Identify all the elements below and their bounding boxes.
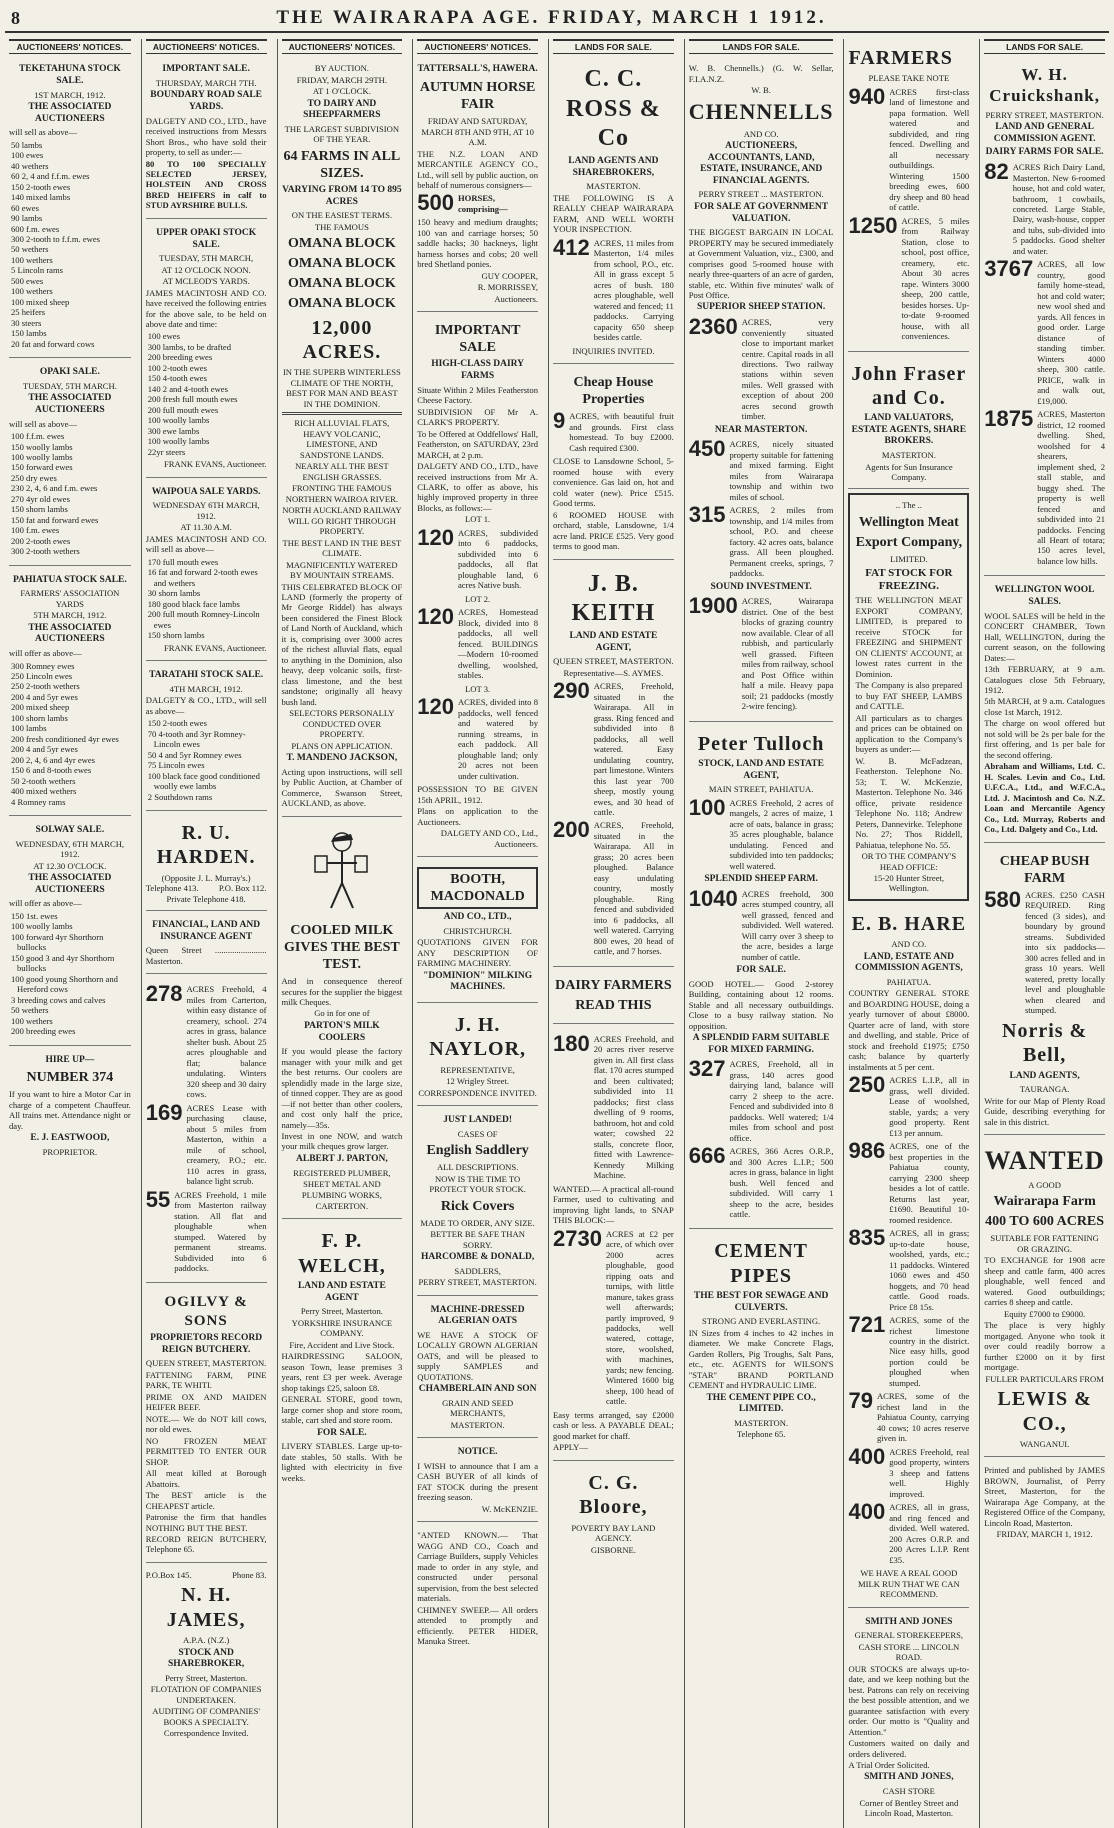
- ad-solway-sale: SOLWAY SALE. WEDNESDAY, 6TH MARCH, 1912. AT 12.30 O'CLOCK. THE ASSOCIATED AUCTIONEERS will offer as above— 150 1st. ewes 100 woolly lambs 100 forward 4yr Shorthorn bullocks 150 good 3 and 4yr Shorthorn bullocks 100 good young Shorthorn and Hereford cows 3 breeding cows and calves 50 wethers 100 wethers 200 breeding ewes: [9, 819, 131, 1045]
- ad-f-p-welch: F. P. WELCH, LAND AND ESTATE AGENT Perry Street, Masterton. YORKSHIRE INSURANCE COMPANY. Fire, Accident and Live Stock. HAIRDRESSING SALOON, season Town, lease premises 3 years, rent £3 per week. Average shop takings £25, saloon £8. GENERAL STORE, good town, large corner shop and store room, stable, cart shed and store room. FOR SALE. LIVERY STABLES. Large up-to-date stables, 50 stalls. With be lighted with electricity in five weeks.: [281, 1230, 403, 1483]
- list-item: 200 full mouth Romney-Lincoln ewes: [147, 609, 260, 630]
- list-item: 400 mixed wethers: [11, 786, 77, 797]
- ad-w-b-chennells: W. B. Chennells.) (G. W. Sellar, F.I.A.N.Z. W. B. CHENNELLS AND CO. AUCTIONEERS, ACCOUNTANTS, LAND, ESTATE, INSURANCE, AND FINANCIAL AGENTS. PERRY STREET ... MASTERTON. FOR SALE AT GOVERNMENT VALUATION. THE BIGGEST BARGAIN IN LOCAL PROPERTY may be secured immediately at Government Valuation, viz., £300, and comprises good 5-roomed house with nearly three-quarters of an acre of garden, stable, etc. Within five minutes' walk of Post Office. SUPERIOR SHEEP STATION. 2360 ACRES, very conveniently situated close to important market centre. Capital roads in all directions. Two railway stations within seven miles. Well grassed with exception of about 200 acres second growth timber. NEAR MASTERTON. 450 ACRES, nicely situated property suitable for fattening and mixed farming. Eight miles from Wairarapa township and within two miles of school. 315 ACRES, 2 miles from township, and 1/4 miles from school, P.O. and cheese factory. 42 acres oats, balance grass. All been ploughed. Permanent creeks, springs, 7 paddocks. SOUND INVESTMENT. 1900 ACRES, Wairarapa district. One of the best blocks of grazing country now available. Clear of all rubbish, and particularly well grassed. Fifteen miles from railway, school and Post Office within half a mile. Heavy papa soil; 21 paddocks (mostly 2-wire fencing).: [689, 58, 834, 721]
- ad-english-saddlery: JUST LANDED! CASES OF English Saddlery ALL DESCRIPTIONS. NOW IS THE TIME TO PROTECT YOUR STOCK. Rick Covers MADE TO ORDER, ANY SIZE. BETTER BE SAFE THAN SORRY. HARCOMBE & DONALD, SADDLERS, PERRY STREET, MASTERTON.: [417, 1109, 538, 1296]
- stock-list: [146, 331, 267, 457]
- list-item: 300 2-tooth wethers: [11, 546, 80, 557]
- list-item: 200 breeding ewes: [11, 1026, 76, 1037]
- list-item: 150 2-tooth ewes: [147, 718, 207, 729]
- list-item: 30 steers: [11, 317, 42, 328]
- ad-john-fraser: John Fraser and Co. LAND VALUATORS, ESTATE AGENTS, SHARE BROKERS. MASTERTON. Agents for Sun Insurance Company.: [848, 355, 969, 490]
- list-item: 100 2-tooth ewes: [147, 362, 207, 373]
- ad-poverty-bay-farms: 180 ACRES Freehold, and 20 acres river reserve given in. All first class flat. 170 acres stumped and been cultivated; subdivided into 11 paddocks; first class dwelling of 9 rooms, bathroom, hot and cold water; cowshed 22 stalls, concrete floor, fitted with Lawrence-Kennedy Milking Machine. WANTED.— A practical all-round Farmer, used to cultivating and improving light lands, to SNAP THIS BLOCK:— 2730 ACRES at £2 per acre, of which over 2000 acres ploughable, good ripping oats and turnips, with little manure, takes grass well afterwards; partly improved, 9 paddocks, well watered, cottage, store, woolshed, with machines, yards; new fencing. Wintered 1600 big sheep, 100 head of cattle. Easy terms arranged, say £2000 cash or less. A PAYABLE DEAL; good market for chaff. APPLY—: [553, 1027, 674, 1461]
- list-item: 200 4 and 5yr ewes: [11, 691, 78, 702]
- list-item: 3 breeding cows and calves: [11, 994, 106, 1005]
- ad-financial-agent: FINANCIAL, LAND AND INSURANCE AGENT Queen Street ........................ Masterton.: [146, 914, 267, 974]
- list-item: 140 mixed lambs: [11, 192, 71, 203]
- list-item: 300 Romney ewes: [11, 660, 75, 671]
- list-item: 100 black face good conditioned woolly ewe lambs: [147, 770, 260, 792]
- list-item: 300 2-tooth to f.f.m. ewes: [11, 234, 101, 244]
- ad-booth-macdonald: BOOTH, MACDONALD AND CO., LTD., CHRISTCHURCH. QUOTATIONS GIVEN FOR ANY DESCRIPTION OF FARMING MACHINERY. "DOMINION" MILKING MACHINES.: [417, 860, 538, 1003]
- section-header: AUCTIONEERS' NOTICES.: [9, 39, 131, 54]
- page-number: 8: [11, 7, 20, 28]
- ad-taratahi-stock-sale: TARATAHI STOCK SALE. 4TH MARCH, 1912. DALGETY & CO., LTD., will sell as above— 150 2-tooth ewes 70 4-tooth and 3yr Romney-Lincoln ewes 50 4 and 5yr Romney ewes 75 Lincoln ewes 100 black face good conditioned woolly ewe lambs 2 Southdown rams: [146, 664, 267, 811]
- ad-teketahuna-stock-sale: TEKETAHUNA STOCK SALE. 1ST MARCH, 1912. THE ASSOCIATED AUCTIONEERS will sell as above— 50 lambs 100 ewes 40 wethers 60 2, 4 and f.f.m. ewes 150 2-tooth ewes 140 mixed lambs 60 ewes 90 lambs 600 f.m. ewes 300 2-tooth to f.f.m. ewes 50 wethers 100 wethers 5 Lincoln rams 500 ewes 100 wethers 100 mixed sheep 25 heifers 30 steers 150 lambs 20 fat and forward cows: [9, 58, 131, 358]
- ad-smith-and-jones: SMITH AND JONES GENERAL STOREKEEPERS, CASH STORE ... LINCOLN ROAD. OUR STOCKS are always up-to-date, and we keep nothing but the best. Patrons can rely on receiving the best possible attention, and we guarantee satisfaction with every order. Our motto is "Quality and Attention." Customers waited on daily and orders delivered. A Trial Order Solicited. SMITH AND JONES, CASH STORE Corner of Bentley Street and Lincoln Road, Masterton.: [848, 1616, 970, 1819]
- stock-list: [9, 140, 131, 350]
- column-6: [684, 39, 838, 1828]
- list-item: 250 Lincoln ewes: [11, 671, 73, 681]
- ad-wanted-wairarapa-farm: WANTED A GOOD Wairarapa Farm 400 TO 600 ACRES SUITABLE FOR FATTENING OR GRAZING. TO EXCHANGE for 1908 acre sheep and cattle farm, 400 acres ploughable, well fenced and watered. Good outbuildings; carries 8 sheep and cattle. Equity £7000 to £9000. The place is very highly mortgaged. Anyone who took it over could readily borrow a further £2000 on it by first mortgage. FULLER PARTICULARS FROM LEWIS & CO., WANGANUI.: [984, 1138, 1105, 1457]
- list-item: 60 2, 4 and f.f.m. ewes: [11, 171, 90, 182]
- columns: [5, 39, 1109, 1819]
- list-item: 170 full mouth ewes: [147, 556, 219, 567]
- list-item: 50 wethers: [11, 244, 49, 255]
- ad-upper-opaki-stock-sale: UPPER OPAKI STOCK SALE. TUESDAY, 5TH MARCH, AT 12 O'CLOCK NOON. AT MCLEOD'S YARDS. JAMES MACINTOSH AND CO. have received the following entries for the above sale, to be held on above date and time: 100 ewes 300 lambs, to be drafted 200 breeding ewes 100 2-tooth ewes 150 4-tooth ewes 140 2 and 4-tooth ewes 200 fresh full mouth ewes 200 full mouth ewes 100 woolly lambs 300 ewe lambs 100 woolly lambs 22yr steers FRANK EVANS, Auctioneer.: [146, 222, 267, 478]
- ad-parton-milk-coolers: COOLED MILK GIVES THE BEST TEST. And in consequence thereof secures for the supplier the biggest milk Cheques. Go in for one of PARTON'S MILK COOLERS If you would please the factory manager with your milk and get the best returns. Our coolers are splendidly made in the large size, of tinned copper. They are as good—if not better than other coolers, and cost only half the price, namely—35s. Invest in one NOW, and watch your milk cheques grow larger. ALBERT J. PARTON, REGISTERED PLUMBER, SHEET METAL AND PLUMBING WORKS, CARTERTON.: [282, 820, 403, 1220]
- ad-peter-tulloch: Peter Tulloch STOCK, LAND AND ESTATE AGENT, MAIN STREET, PAHIATUA. 100 ACRES Freehold, 2 acres of mangels, 2 acres of maize, 1 acre of oats, balance in grass; 35 acres ploughable, balance undulating. Fenced and subdivided into ten paddocks; well watered. SPLENDID SHEEP FARM. 1040 ACRES freehold, 300 acres stumped country, all well grassed, fenced and subdivided. Well watered. Will carry over 3 sheep to the acre, besides a large number of cattle. FOR SALE. GOOD HOTEL.— Good 2-storey Building, containing about 12 rooms. Stable and all necessary outbuildings. Close to a busy railway station. No opposition. A SPLENDID FARM SUITABLE FOR MIXED FARMING. 327 ACRES, Freehold, all in grass, 140 acres good dairying land, balance will carry 2 sheep to the acre. Fenced and subdivided into 8 paddocks. Well watered; 1/4 miles from school and post office. 666 ACRES, 366 Acres O.R.P., and 300 Acres L.I.P.; 500 acres in grass, balance in light bush. Well fenced and subdivided. Will carry 1 sheep to the acre, besides cattle.: [689, 725, 834, 1230]
- ad-dairy-farmers-read-this: DAIRY FARMERS READ THIS: [553, 970, 674, 1024]
- list-item: 100 woolly lambs: [147, 436, 210, 447]
- list-item: 150 fat and forward ewes: [11, 514, 99, 525]
- list-item: 300 ewe lambs: [147, 425, 200, 436]
- list-item: 50 wethers: [11, 1005, 49, 1016]
- list-item: 600 f.m. ewes: [11, 223, 60, 234]
- ad-algerian-oats: MACHINE-DRESSED ALGERIAN OATS WE HAVE A STOCK OF LOCALLY GROWN ALGERIAN OATS, and will be pleased to supply SAMPLES and QUOTATIONS. CHAMBERLAIN AND SON GRAIN AND SEED MERCHANTS, MASTERTON.: [417, 1299, 538, 1439]
- section-header: AUCTIONEERS' NOTICES.: [146, 39, 267, 54]
- stock-list: [146, 557, 267, 641]
- omana-block-line: OMANA BLOCK: [288, 236, 396, 252]
- list-item: 200 4 and 5yr ewes: [11, 744, 78, 755]
- list-item: 150 forward ewes: [11, 462, 73, 473]
- list-item: 100 f.m. ewes: [11, 525, 60, 536]
- stock-list: [146, 718, 267, 802]
- list-item: 100 f.f.m. ewes: [11, 431, 65, 442]
- list-item: 100 ewes: [147, 331, 180, 342]
- list-item: 250 2-tooth wethers: [11, 681, 80, 692]
- section-header: LANDS FOR SALE.: [553, 39, 674, 54]
- milkmaid-illustration-icon: [282, 828, 403, 918]
- list-item: 100 mixed sheep: [11, 296, 70, 307]
- list-item: 100 good young Shorthorn and Hereford cows: [11, 973, 118, 995]
- column-7: [843, 39, 973, 1828]
- list-item: 150 2-tooth ewes: [11, 181, 71, 192]
- list-item: 50 2-tooth wethers: [11, 775, 76, 786]
- ad-n-h-james: P.O.Box 145. Phone 83. N. H. JAMES, A.P.A. (N.Z.) STOCK AND SHAREBROKER, Perry Street, Masterton. FLOTATION OF COMPANIES UNDERTAKEN. AUDITING OF COMPANIES' BOOKS A SPECIALTY. Correspondence Invited.: [145, 1569, 267, 1739]
- list-item: 200 fresh full mouth ewes: [147, 394, 238, 405]
- ad-pahiatua-stock-sale: PAHIATUA STOCK SALE. FARMERS' ASSOCIATION YARDS 5TH MARCH, 1912. THE ASSOCIATED AUCTIONEERS will offer as above— 300 Romney ewes 250 Lincoln ewes 250 2-tooth wethers 200 4 and 5yr ewes 200 mixed sheep 100 shorn lambs 100 lambs 200 fresh conditioned 4yr ewes 200 4 and 5yr ewes 200 2, 4, 6 and 4yr ewes 150 6 and 8-tooth ewes 50 2-tooth wethers 400 mixed wethers 4 Romney rams: [9, 569, 131, 816]
- column-2: [141, 39, 271, 1828]
- omana-block-line: OMANA BLOCK: [288, 276, 396, 292]
- list-item: 200 2-tooth ewes: [11, 535, 71, 546]
- list-item: 40 wethers: [11, 160, 49, 171]
- list-item: 2 Southdown rams: [147, 791, 213, 802]
- section-header: LANDS FOR SALE.: [689, 39, 834, 54]
- newspaper-page: [5, 5, 1109, 1819]
- ad-farmers-take-note: FARMERS PLEASE TAKE NOTE 940 ACRES first-class land of limestone and papa formation. Well watered and subdivided, and ring fenced. Dwelling and all necessary outbuildings. Wintering 1500 breeding ewes, 600 dry sheep and 80 head of cattle. 1250 ACRES, 5 miles from Railway Station, close to school, post office, creamery, etc. About 30 acres rape. Winters 3000 sheep, 200 cattle, besides horses. Up-to-date 9-roomed house, with all conveniences.: [848, 39, 969, 352]
- list-item: 30 shorn lambs: [147, 588, 201, 599]
- stock-list: [9, 661, 131, 808]
- list-item: 100 woolly lambs: [147, 415, 210, 426]
- list-item: 60 ewes: [11, 202, 39, 213]
- ad-e-b-hare: E. B. HARE AND CO. LAND, ESTATE AND COMMISSION AGENTS, PAHIATUA. COUNTRY GENERAL STORE and BOARDING HOUSE, doing a yearly turnover of about £8000. Quarter acre of land, with store and dwelling, and stable. Price of stock and freehold £1975; £750 cash; balance by quarterly instalments at 5 per cent. 250 ACRES L.I.P., all in grass, well divided. Lease of woolshed, stable, yards; a very good property. Rent £13 per annum. 986 ACRES, one of the best properties in the Pahiatua county, carrying 2300 sheep besides a lot of cattle. Returns last year, £1690. Beautiful 10-roomed residence. 835 ACRES, all in grass; up-to-date house, woolshed, yards, etc.; 11 paddocks. Wintered 1060 ewes and 450 hoggets, and 70 head cattle. Good roads. Price £8 15s. 721 ACRES, some of the richest limestone country in the district. Nice easy hills, good portion could be ploughed when stumped. 79 ACRES, some of the richest land in the Pahiatua County, carrying 40 cows; 10 acres reserve given in. 400 ACRES Freehold, real good property, winters 3 sheep and fattens well. Highly improved. 400 ACRES, all in grass, and ring fenced and divided. Well watered. 200 Acres O.R.P. and 200 Acres L.I.P. Rent £35. WE HAVE A REAL GOOD MILK RUN THAT WE CAN RECOMMEND.: [848, 905, 969, 1608]
- list-item: 500 ewes: [11, 275, 44, 286]
- list-item: 180 good black face lambs: [147, 598, 240, 609]
- list-item: 300 lambs, to be drafted: [147, 341, 232, 352]
- omana-block-line: OMANA BLOCK: [288, 256, 396, 272]
- list-item: 200 fresh conditioned 4yr ewes: [11, 733, 119, 744]
- stock-list: [9, 911, 131, 1037]
- list-item: 100 woolly lambs: [11, 921, 73, 932]
- list-item: 4 Romney rams: [11, 796, 66, 807]
- list-item: 270 4yr old ewes: [11, 493, 70, 504]
- list-item: 150 woolly lambs: [11, 441, 73, 452]
- list-item: 100 forward 4yr Shorthorn bullocks: [11, 931, 104, 953]
- ad-notice: NOTICE. I WISH to announce that I am a CASH BUYER of all kinds of FAT STOCK during the present freezing season. W. McKENZIE.: [417, 1441, 538, 1522]
- list-item: 200 breeding ewes: [147, 352, 213, 363]
- list-item: 70 4-tooth and 3yr Romney-Lincoln ewes: [147, 728, 246, 750]
- ad-wagg-and-co: "ANTED KNOWN.— That WAGG AND CO., Coach and Carriage Builders, supply Vehicles made to order in any style, and constructed under personal supervision, from the best selected materials. CHIMNEY SWEEP.— All orders attended to promptly and efficiently. PETER HIDER, Manuka Street.: [417, 1530, 539, 1647]
- list-item: 100 wethers: [11, 1015, 53, 1026]
- list-item: 100 shorn lambs: [11, 712, 68, 723]
- column-3: [277, 39, 407, 1828]
- ad-cheap-house-properties: Cheap House Properties 9 ACRES, with beautiful fruit and grounds. First class homestead. To buy £2000. Cash required £300. CLOSE to Lansdowne School, 5-roomed house with every convenience. Gas laid on, hot and cold water (new). Price £515. Good terms. 6 ROOMED HOUSE with orchard, stable, Lansdowne, 1/4 acre land. PRICE £525. Very good terms to good man.: [553, 367, 674, 559]
- list-item: 16 fat and forward 2-tooth ewes and wethers: [147, 567, 258, 588]
- list-item: 50 lambs: [11, 139, 43, 150]
- ad-omana-block-auction: BY AUCTION. FRIDAY, MARCH 29TH. AT 1 O'CLOCK. TO DAIRY AND SHEEPFARMERS THE LARGEST SUBDIVISION OF THE YEAR. 64 FARMS IN ALL SIZES. VARYING FROM 14 TO 895 ACRES ON THE EASIEST TERMS. THE FAMOUS OMANA BLOCK OMANA BLOCK OMANA BLOCK OMANA BLOCK 12,000 ACRES. IN THE SUPERB WINTERLESS CLIMATE OF THE NORTH, BEST FOR MAN AND BEAST IN THE DOMINION. RICH ALLUVIAL FLATS, HEAVY VOLCANIC, LIMESTONE, AND SANDSTONE LANDS. NEARLY ALL THE BEST ENGLISH GRASSES. FRONTING THE FAMOUS NORTHERN WAIROA RIVER. NORTH AUCKLAND RAILWAY WILL GO RIGHT THROUGH PROPERTY. THE BEST LAND IN THE BEST CLIMATE. MAGNIFICENTLY WATERED BY MOUNTAIN STREAMS. THIS CELEBRATED BLOCK OF LAND (formerly the property of Mr George Riddel) has always been considered the Finest Block of Land North of Auckland, which it is, comprising over 3000 acres of the richest alluvial flats, equal to anything in the Dominion, also heavy, deep volcanic soils, first-class limestone, and the best sandstone; originally all heavy bush land. SELECTORS PERSONALLY CONDUCTED OVER PROPERTY. PLANS ON APPLICATION. T. MANDENO JACKSON, Acting upon instructions, will sell by Public Auction, at Chamber of Commerce, Swanson Street, AUCKLAND, as above.: [282, 58, 403, 816]
- list-item: 100 ewes: [11, 150, 44, 161]
- list-item: 150 shorn lambs: [147, 630, 205, 641]
- list-item: 140 2 and 4-tooth ewes: [147, 383, 228, 394]
- section-header: LANDS FOR SALE.: [984, 39, 1105, 54]
- ad-waipoua-sale-yards: WAIPOUA SALE YARDS. WEDNESDAY 6TH MARCH, 1912. AT 11.30 A.M. JAMES MACINTOSH AND CO. will sell as above— 170 full mouth ewes 16 fat and forward 2-tooth ewes and wethers 30 shorn lambs 180 good black face lambs 200 full mouth Romney-Lincoln ewes 150 shorn lambs FRANK EVANS, Auctioneer.: [146, 481, 267, 661]
- list-item: 75 Lincoln ewes: [147, 760, 205, 771]
- stock-list: [9, 431, 131, 557]
- list-item: 230 2, 4, 6 and f.m. ewes: [11, 483, 98, 494]
- list-item: 100 wethers: [11, 286, 53, 297]
- column-8: [979, 39, 1109, 1828]
- omana-block-line: OMANA BLOCK: [288, 296, 396, 312]
- column-1: [5, 39, 135, 1828]
- ad-hire-motor-car: HIRE UP— NUMBER 374 If you want to hire a Motor Car in charge of a competent Chauffeur. All trains met. Attendance night or day. E. J. EASTWOOD, PROPRIETOR.: [9, 1054, 131, 1157]
- list-item: 150 good 3 and 4yr Shorthorn bullocks: [11, 952, 115, 974]
- list-item: 5 Lincoln rams: [11, 265, 64, 276]
- ad-j-h-naylor: J. H. NAYLOR, REPRESENTATIVE, 12 Wrigley Street. CORRESPONDENCE INVITED.: [417, 1006, 538, 1106]
- list-item: 150 6 and 8-tooth ewes: [11, 765, 92, 776]
- section-header: AUCTIONEERS' NOTICES.: [282, 39, 403, 54]
- list-item: 200 mixed sheep: [11, 702, 70, 713]
- list-item: 200 full mouth ewes: [147, 404, 219, 415]
- list-item: 90 lambs: [11, 213, 43, 224]
- list-item: 100 wethers: [11, 254, 53, 265]
- ad-land-listings: 278 ACRES Freehold, 4 miles from Carterton, within easy distance of creamery, school. 274 acres in grass, balance shelter bush. About 25 acres ploughable and flat; balance undulating. Winters 320 sheep and 30 dairy cows. 169 ACRES Lease with purchasing clause, about 5 miles from Masterton, within a mile of school, creamery, P.O.; etc. 110 acres in grass, balance light scrub. 55 ACRES Freehold, 1 mile from Masterton railway station. All flat and ploughable when stumped. Watered by permanent streams. Subdivided into 6 paddocks.: [146, 977, 267, 1283]
- list-item: 150 lambs: [11, 328, 47, 339]
- list-item: 20 fat and forward cows: [11, 338, 95, 349]
- ad-imprint: Printed and published by JAMES BROWN, Journalist, of Perry Street, Masterton, for the Wairarapa Age Company, at the Registered Office of the Company, Lincoln Road, Masterton. FRIDAY, MARCH 1, 1912.: [984, 1465, 1105, 1540]
- list-item: 200 2, 4, 6 and 4yr ewes: [11, 754, 96, 765]
- ad-cement-pipes: CEMENT PIPES THE BEST FOR SEWAGE AND CULVERTS. STRONG AND EVERLASTING. IN Sizes from 4 inches to 42 inches in diameter. We make Concrete Flags, Garden Rollers, Pig Troughs, Salt Pans, etc., etc. AGENTS for WILSON'S "STAR" BRAND PORTLAND CEMENT and HYDRAULIC LIME. THE CEMENT PIPE CO., LIMITED. MASTERTON. Telephone 65.: [688, 1240, 834, 1440]
- ad-c-g-bloore: C. G. Bloore, POVERTY BAY LAND AGENCY. GISBORNE.: [571, 1471, 656, 1555]
- ad-opaki-sale: OPAKI SALE. TUESDAY, 5TH MARCH. THE ASSOCIATED AUCTIONEERS will sell as above— 100 f.f.m. ewes 150 woolly lambs 100 woolly lambs 150 forward ewes 250 dry ewes 230 2, 4, 6 and f.m. ewes 270 4yr old ewes 150 shorn lambs 150 fat and forward ewes 100 f.m. ewes 200 2-tooth ewes 300 2-tooth wethers: [9, 361, 131, 566]
- column-5: [548, 39, 678, 1828]
- list-item: 150 shorn lambs: [11, 504, 68, 515]
- ad-wellington-meat-export: .. The .. Wellington Meat Export Company, LIMITED. FAT STOCK FOR FREEZING. THE WELLINGTON MEAT EXPORT COMPANY, LIMITED, is prepared to receive STOCK for FREEZING and SHIPMENT ON CLIENTS' ACCOUNT, at lowest rates current in the Dominion. The Company is also prepared to buy FAT SHEEP, LAMBS and CATTLE. All particulars as to charges and prices can be obtained on application to the Company's buyers as under:— W. B. McFadzean, Featherston. Telephone No. 53; T. W. McKenzie, Masterton. Telephone No. 346 office, private residence Telephone No. 118; Andrew Peters, Dannevirke. Telephone No. 27; Thos Riddell, Pahiatua, telephone No. 55. OR TO THE COMPANY'S HEAD OFFICE: 15-20 Hunter Street, Wellington.: [848, 493, 969, 901]
- list-item: 50 4 and 5yr Romney ewes: [147, 749, 242, 760]
- ad-dairy-farms-sale: IMPORTANT SALE HIGH-CLASS DAIRY FARMS Situate Within 2 Miles Featherston Cheese Factory. SUBDIVISION OF Mr A. CLARK'S PROPERTY. To be Offered at Oddfellows' Hall, Featherston, on SATURDAY, 23rd MARCH, at 2 p.m. DALGETY AND CO., LTD., have received instructions from Mr A. CLARK, to offer as above, his highly improved property in three Blocks, as follows:— LOT 1. 120 ACRES, subdivided into 6 paddocks, subdivided into 6 paddocks, all flat ploughable land, 6 acres Native bush. LOT 2. 120 ACRES, Homestead Block, divided into 8 paddocks, all well fenced. BUILDINGS—Modern 10-roomed dwelling, woolshed, stables. LOT 3. 120 ACRES, divided into 8 paddocks, well fenced and watered by running streams, in each paddock. All ploughable land; only 20 acres not been under cultivation. POSSESSION TO BE GIVEN 15th APRIL, 1912. Plans on application to the Auctioneers. DALGETY AND CO., Ltd., Auctioneers.: [417, 315, 538, 857]
- list-item: 22yr steers: [147, 446, 186, 457]
- masthead: [5, 5, 1109, 33]
- ad-important-sale: IMPORTANT SALE. THURSDAY, MARCH 7TH. BOUNDARY ROAD SALE YARDS. DALGETY AND CO., LTD., have received instructions from Messrs Short Bros., who have sold their property, to sell as under:— 80 TO 100 SPECIALLY SELECTED JERSEY, HOLSTEIN AND CROSS BRED HEIFERS in calf to STUD AYRSHIRE BULLS.: [146, 58, 267, 219]
- ad-autumn-horse-fair: TATTERSALL'S, HAWERA. AUTUMN HORSE FAIR FRIDAY AND SATURDAY, MARCH 8TH AND 9TH, AT 10 A.M. THE N.Z. LOAN AND MERCANTILE AGENCY CO., Ltd., will sell by public auction, on behalf of numerous consigners— 500 HORSES, comprising— 150 heavy and medium draughts; 100 van and carriage horses; 50 saddle hacks; 30 hackneys, light harness horses and cobs; 20 well bred Shetland ponies. GUY COOPER, R. MORRISSEY, Auctioneers.: [417, 58, 538, 312]
- ad-c-c-ross: C. C. ROSS & Co LAND AGENTS AND SHAREBROKERS, MASTERTON. THE FOLLOWING IS A REALLY CHEAP WAIRARAPA FARM, AND WELL WORTH YOUR INSPECTION. 412 ACRES, 11 miles from Masterton, 1/4 miles from school, P.O., etc. All in grass except 5 acres of bush. 180 acres ploughable, well watered and fenced; 11 paddocks. Carrying capacity 650 sheep besides cattle. INQUIRIES INVITED.: [553, 58, 674, 364]
- ad-cheap-bush-farm: CHEAP BUSH FARM 580 ACRES. £250 CASH REQUIRED. Ring fenced (3 sides), and boundary by ground streams. Subdivided into six paddocks—300 acres felled and in grass 10 years. Well watered, pretty locally level and ploughable when cleared and stumped. Norris & Bell, LAND AGENTS, TAURANGA. Write for our Map of Plenty Road Guide, describing everything for sale in this district.: [984, 846, 1105, 1135]
- ad-ogilvy-and-sons: OGILVY & SONS PROPRIETORS RECORD REIGN BUTCHERY. QUEEN STREET, MASTERTON. FATTENING FARM, PINE PARK, TE WHITI. PRIME OX AND MAIDEN HEIFER BEEF. NOTE.— We do NOT kill cows, nor old ewes. NO FROZEN MEAT PERMITTED TO ENTER OUR SHOP. All meat killed at Borough Abattoirs. The BEST article is the CHEAPEST article. Patronise the firm that handles NOTHING BUT THE BEST. RECORD REIGN BUTCHERY, Telephone 65.: [146, 1286, 267, 1562]
- ad-r-u-harden: R. U. HARDEN. (Opposite J. L. Murray's.) Telephone 413. P.O. Box 112. Private Telephone 418.: [146, 814, 267, 911]
- list-item: 150 1st. ewes: [11, 910, 58, 921]
- masthead-title: THE WAIRARAPA AGE. FRIDAY, MARCH 1 1912.: [276, 7, 827, 28]
- column-4: [412, 39, 542, 1828]
- list-item: 100 woolly lambs: [11, 452, 73, 462]
- list-item: 250 dry ewes: [11, 472, 57, 483]
- ad-w-h-cruickshank: W. H. Cruickshank, PERRY STREET, MASTERTON. LAND AND GENERAL COMMISSION AGENT. DAIRY FARMS FOR SALE. 82 ACRES Rich Dairy Land, Masterton. New 6-roomed house, hot and cold water, bathroom, 1 cowbails, concreted. Large Stable, Dairy, wash-house, copper and tubs, sub-divided into 5 paddocks. Good shelter and water. 3767 ACRES, all low country, good family home-stead, hot and cold water; new wool shed and yards. All fences in good order. Large distance of standing timber. Winters 4000 sheep, 300 cattle. PRICE, walk in and walk out, £19,000. 1875 ACRES, Masterton district, 12 roomed dwelling. Shed, woolshed for 4 shearers, implement shed, 2 stall stable, and buggy shed. The property is well fenced and subdivided into 21 paddocks. Fencing all Heart of totara; 150 acres level, balance low hills.: [984, 58, 1105, 576]
- list-item: 150 4-tooth ewes: [147, 373, 207, 384]
- ad-wellington-wool-sales: WELLINGTON WOOL SALES. WOOL SALES will be held in the CONCERT CHAMBER, Town Hall, WELLINGTON, during the current season, on the following Dates:— 13th FEBRUARY, at 9 a.m. Catalogues close 5th February, 1912. 5th MARCH, at 9 a.m. Catalogues close 1st March, 1912. The charge on wool offered but not sold will be 2s per bale for the first offering, and 1s per bale for the second offering. Abraham and Williams, Ltd. C. H. Scales. Levin and Co., Ltd. U.F.C.A., Ltd., and W.F.C.A., Ltd. J. Macintosh and Co. N.Z. Loan and Mercantile Agency Co., Ltd. Murray, Roberts and Co., Ltd. Dalgety and Co., Ltd.: [984, 579, 1105, 842]
- list-item: 100 lambs: [11, 723, 47, 734]
- section-header: AUCTIONEERS' NOTICES.: [417, 39, 538, 54]
- ad-j-b-keith: J. B. KEITH LAND AND ESTATE AGENT, QUEEN STREET, MASTERTON. Representative—S. AYMES. 290 ACRES, Freehold, situated in the Wairarapa. All in grass. Ring fenced and subdivided into 8 paddocks, all well watered. Easy undulating country, part limestone. Winters this last year 700 sheep, mostly young ewes, and 30 head of cattle. 200 ACRES, Freehold, situated in the Wairarapa. All in grass; 20 acres been ploughed. Balance easy undulating country, mostly ploughable. Ring fenced and subdivided into 6 paddocks, all well watered. Carrying 800 ewes, 20 head of cattle, and 7 horses.: [553, 563, 674, 967]
- list-item: 25 heifers: [11, 307, 46, 318]
